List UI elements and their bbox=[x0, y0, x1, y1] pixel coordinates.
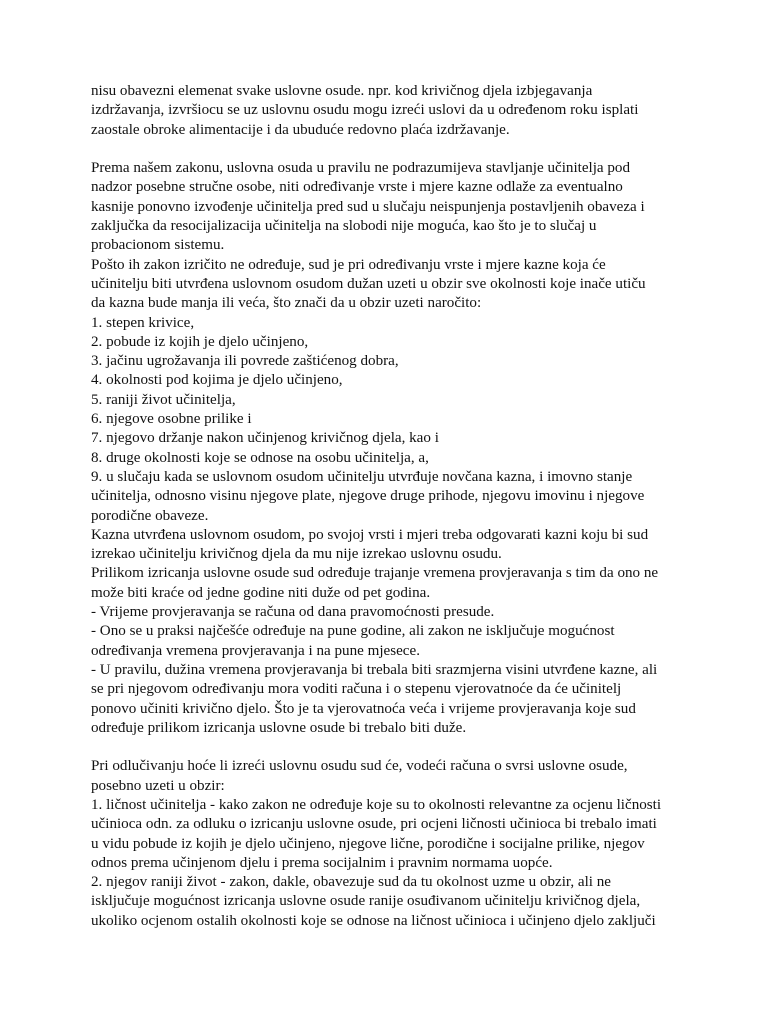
paragraph-1 bbox=[91, 82, 711, 140]
text-line: porodične obaveze. bbox=[91, 507, 209, 524]
text-line: probacionom sistemu. bbox=[91, 237, 225, 254]
text-line: - Ono se u praksi najčešće određuje na pune godine, ali zakon ne isključuje mogućnost bbox=[91, 623, 615, 640]
text-line: isključuje mogućnost izricanja uslovne osude ranije osuđivanom učinitelju krivičnog djela, bbox=[91, 893, 641, 910]
text-line: izrekao učinitelju krivičnog djela da mu nije izrekao uslovnu osudu. bbox=[91, 546, 502, 563]
text-line: Kazna utvrđena uslovnom osudom, po svojoj vrsti i mjeri treba odgovarati kazni koju bi sud bbox=[91, 526, 649, 543]
list-item: 1. ličnost učinitelja - kako zakon ne određuje koje su to okolnosti relevantne za ocjenu ličnosti bbox=[91, 796, 662, 813]
paragraph-3 bbox=[91, 757, 711, 931]
text-line: zaključka da resocijalizacija učinitelja na slobodi nije moguća, kao što je to slučaj u bbox=[91, 218, 597, 235]
text-line: - U pravilu, dužina vremena provjeravanja bi trebala biti srazmjerna visini utvrđene kazne, ali bbox=[91, 661, 658, 678]
paragraph-2 bbox=[91, 159, 711, 738]
text-line: određivanja vremena provjeravanja i na pune mjesece. bbox=[91, 642, 420, 659]
text-line: učinitelja, odnosno visinu njegove plate, njegove druge prihode, njegovu imovinu i njegove bbox=[91, 488, 645, 505]
text-line: učinitelju biti utvrđena uslovnom osudom dužan uzeti u obzir sve okolnosti koje inače utiču bbox=[91, 275, 646, 292]
list-item: 8. druge okolnosti koje se odnose na osobu učinitelja, a, bbox=[91, 449, 429, 466]
list-item: 3. jačinu ugrožavanja ili povrede zaštićenog dobra, bbox=[91, 353, 399, 370]
text-line: Pošto ih zakon izričito ne određuje, sud je pri određivanju vrste i mjere kazne koja će bbox=[91, 256, 606, 273]
text-line: zaostale obroke alimentacije i da ubuduće redovno plaća izdržavanje. bbox=[91, 121, 510, 138]
paragraph-spacer bbox=[91, 140, 711, 159]
list-item: 6. njegove osobne prilike i bbox=[91, 411, 252, 428]
list-item: 2. njegov raniji život - zakon, dakle, obavezuje sud da tu okolnost uzme u obzir, ali ne bbox=[91, 874, 611, 891]
text-line: ukoliko ocjenom ostalih okolnosti koje se odnose na ličnost učinioca i učinjeno djelo zaključi bbox=[91, 912, 656, 929]
document-text bbox=[91, 82, 711, 931]
text-line: posebno uzeti u obzir: bbox=[91, 777, 225, 794]
text-line: može biti kraće od jedne godine niti duže od pet godina. bbox=[91, 584, 431, 601]
text-line: nadzor posebne stručne osobe, niti određivanje vrste i mjere kazne odlaže za eventualno bbox=[91, 179, 623, 196]
text-line: učinioca odn. za odluku o izricanju uslovne osude, pri ocjeni ličnosti učinioca bi trebalo imati bbox=[91, 816, 657, 833]
text-line: Prema našem zakonu, uslovna osuda u pravilu ne podrazumijeva stavljanje učinitelja pod bbox=[91, 160, 631, 177]
list-item: 2. pobude iz kojih je djelo učinjeno, bbox=[91, 333, 309, 350]
list-item: 4. okolnosti pod kojima je djelo učinjeno, bbox=[91, 372, 343, 389]
text-line: kasnije ponovno izvođenje učinitelja pred sud u slučaju neispunjenja postavljenih obaveza i bbox=[91, 198, 645, 215]
text-line: - Vrijeme provjeravanja se računa od dana pravomoćnosti presude. bbox=[91, 604, 495, 621]
text-line: izdržavanja, izvršiocu se uz uslovnu osudu mogu izreći uslovi da u određenom roku isplati bbox=[91, 102, 639, 119]
list-item: 7. njegovo držanje nakon učinjenog krivičnog djela, kao i bbox=[91, 430, 439, 447]
text-line: se pri njegovom određivanju mora voditi računa i o stepenu vjerovatnoće da će učinitelj bbox=[91, 681, 622, 698]
list-item: 5. raniji život učinitelja, bbox=[91, 391, 236, 408]
text-line: nisu obavezni elemenat svake uslovne osude. npr. kod krivičnog djela izbjegavanja bbox=[91, 83, 593, 99]
text-line: da kazna bude manja ili veća, što znači da u obzir uzeti naročito: bbox=[91, 295, 482, 312]
text-line: određuje prilikom izricanja uslovne osude bi trebalo biti duže. bbox=[91, 719, 467, 736]
text-line: Prilikom izricanja uslovne osude sud određuje trajanje vremena provjeravanja s tim da ono ne bbox=[91, 565, 659, 582]
paragraph-spacer bbox=[91, 738, 711, 757]
list-item: 9. u slučaju kada se uslovnom osudom učinitelju utvrđuje novčana kazna, i imovno stanje bbox=[91, 468, 633, 485]
list-item: 1. stepen krivice, bbox=[91, 314, 195, 331]
text-line: odnos prema učinjenom djelu i prema socijalnim i pravnim normama uopće. bbox=[91, 854, 553, 871]
text-line: ponovo učiniti krivično djelo. Što je ta vjerovatnoća veća i vrijeme provjeravanja koje sud bbox=[91, 700, 636, 717]
text-line: u vidu pobude iz kojih je djelo učinjeno, njegove lične, porodične i socijalne prilike, njegov bbox=[91, 835, 645, 852]
text-line: Pri odlučivanju hoće li izreći uslovnu osudu sud će, vodeći računa o svrsi uslovne osude, bbox=[91, 758, 628, 775]
